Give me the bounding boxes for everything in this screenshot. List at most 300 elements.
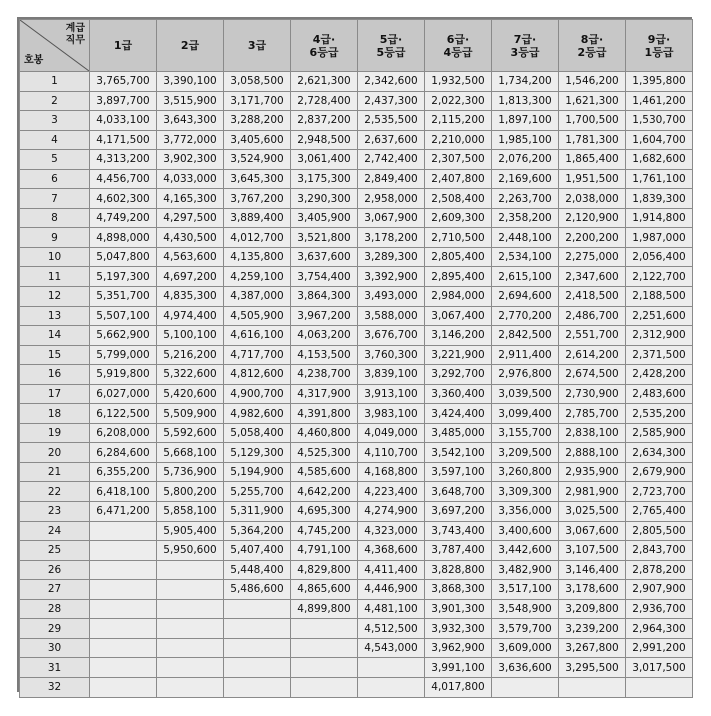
- salary-cell: 5,194,900: [224, 462, 291, 482]
- salary-cell: 5,100,100: [157, 326, 224, 346]
- salary-cell: [358, 658, 425, 678]
- salary-cell: 2,535,500: [358, 111, 425, 131]
- salary-cell: 4,974,400: [157, 306, 224, 326]
- table-row: [20, 306, 693, 326]
- salary-cell: 3,405,900: [291, 208, 358, 228]
- step-number-cell: 23: [20, 502, 90, 522]
- step-number-cell: 1: [20, 72, 90, 92]
- salary-cell: 3,932,300: [425, 619, 492, 639]
- salary-cell: 2,621,300: [291, 72, 358, 92]
- salary-cell: 3,636,600: [492, 658, 559, 678]
- table-row: [20, 658, 693, 678]
- salary-cell: 2,976,800: [492, 365, 559, 385]
- salary-cell: 4,063,200: [291, 326, 358, 346]
- salary-cell: 3,017,500: [626, 658, 693, 678]
- salary-cell: 2,169,600: [492, 169, 559, 189]
- table-row: [20, 502, 693, 522]
- salary-cell: 5,364,200: [224, 521, 291, 541]
- salary-cell: 2,679,900: [626, 462, 693, 482]
- table-row: [20, 326, 693, 346]
- salary-cell: 4,812,600: [224, 365, 291, 385]
- salary-cell: 2,770,200: [492, 306, 559, 326]
- table-row: [20, 423, 693, 443]
- salary-cell: 2,428,200: [626, 365, 693, 385]
- salary-cell: 2,991,200: [626, 638, 693, 658]
- salary-cell: [90, 677, 157, 697]
- salary-cell: 2,200,200: [559, 228, 626, 248]
- step-number-cell: 16: [20, 365, 90, 385]
- salary-cell: 3,743,400: [425, 521, 492, 541]
- salary-cell: 3,542,100: [425, 443, 492, 463]
- salary-cell: 5,668,100: [157, 443, 224, 463]
- salary-cell: [90, 560, 157, 580]
- step-number-cell: 15: [20, 345, 90, 365]
- salary-cell: [358, 677, 425, 697]
- step-number-cell: 12: [20, 287, 90, 307]
- salary-cell: 4,135,800: [224, 247, 291, 267]
- salary-cell: 2,694,600: [492, 287, 559, 307]
- salary-cell: 3,260,800: [492, 462, 559, 482]
- salary-cell: [224, 677, 291, 697]
- salary-cell: 1,839,300: [626, 189, 693, 209]
- corner-duty-label: 직무: [65, 35, 85, 46]
- salary-cell: 2,935,900: [559, 462, 626, 482]
- salary-cell: 2,805,500: [626, 521, 693, 541]
- salary-cell: 3,146,200: [425, 326, 492, 346]
- step-number-cell: 4: [20, 130, 90, 150]
- step-number-cell: 25: [20, 541, 90, 561]
- salary-cell: 4,460,800: [291, 423, 358, 443]
- salary-cell: 3,405,600: [224, 130, 291, 150]
- salary-cell: [90, 658, 157, 678]
- salary-cell: 2,342,600: [358, 72, 425, 92]
- salary-cell: 2,022,300: [425, 91, 492, 111]
- salary-cell: 3,209,800: [559, 599, 626, 619]
- salary-cell: 3,239,200: [559, 619, 626, 639]
- salary-cell: 3,288,200: [224, 111, 291, 131]
- salary-cell: 2,056,400: [626, 247, 693, 267]
- step-number-cell: 2: [20, 91, 90, 111]
- salary-cell: 4,865,600: [291, 580, 358, 600]
- salary-cell: 3,067,600: [559, 521, 626, 541]
- salary-cell: 3,067,900: [358, 208, 425, 228]
- salary-cell: 1,781,300: [559, 130, 626, 150]
- salary-cell: 5,592,600: [157, 423, 224, 443]
- salary-cell: 3,442,600: [492, 541, 559, 561]
- salary-cell: 5,858,100: [157, 502, 224, 522]
- salary-cell: 1,700,500: [559, 111, 626, 131]
- salary-cell: 3,061,400: [291, 150, 358, 170]
- salary-cell: 3,171,700: [224, 91, 291, 111]
- table-row: [20, 267, 693, 287]
- salary-cell: 4,110,700: [358, 443, 425, 463]
- salary-cell: 3,485,000: [425, 423, 492, 443]
- step-number-cell: 19: [20, 423, 90, 443]
- salary-cell: [224, 638, 291, 658]
- salary-cell: 4,585,600: [291, 462, 358, 482]
- salary-cell: 3,597,100: [425, 462, 492, 482]
- salary-cell: 4,168,800: [358, 462, 425, 482]
- salary-cell: 3,146,400: [559, 560, 626, 580]
- step-number-cell: 31: [20, 658, 90, 678]
- salary-cell: 3,107,500: [559, 541, 626, 561]
- salary-cell: 5,448,400: [224, 560, 291, 580]
- salary-cell: 5,216,200: [157, 345, 224, 365]
- salary-cell: 2,551,700: [559, 326, 626, 346]
- salary-cell: 4,900,700: [224, 384, 291, 404]
- salary-cell: 4,695,300: [291, 502, 358, 522]
- salary-cell: 1,932,500: [425, 72, 492, 92]
- salary-cell: 5,197,300: [90, 267, 157, 287]
- salary-cell: [626, 677, 693, 697]
- step-number-cell: 5: [20, 150, 90, 170]
- salary-cell: 5,799,000: [90, 345, 157, 365]
- salary-cell: 2,038,000: [559, 189, 626, 209]
- salary-cell: 3,913,100: [358, 384, 425, 404]
- salary-cell: 5,420,600: [157, 384, 224, 404]
- salary-cell: 6,208,000: [90, 423, 157, 443]
- column-header-line1: 1급: [113, 39, 133, 52]
- salary-cell: 6,122,500: [90, 404, 157, 424]
- salary-cell: 6,027,000: [90, 384, 157, 404]
- salary-cell: 5,919,800: [90, 365, 157, 385]
- column-header-line2: 1등급: [644, 45, 674, 59]
- salary-cell: 2,307,500: [425, 150, 492, 170]
- column-header-line1: 7급·: [513, 32, 537, 46]
- salary-table-frame: [17, 17, 692, 692]
- table-row: [20, 91, 693, 111]
- salary-cell: 3,482,900: [492, 560, 559, 580]
- column-header: [90, 20, 157, 72]
- salary-cell: 2,728,400: [291, 91, 358, 111]
- salary-cell: 2,535,200: [626, 404, 693, 424]
- salary-cell: [291, 658, 358, 678]
- salary-cell: 3,360,400: [425, 384, 492, 404]
- salary-cell: 4,313,200: [90, 150, 157, 170]
- step-number-cell: 7: [20, 189, 90, 209]
- salary-cell: 4,982,600: [224, 404, 291, 424]
- salary-cell: 3,067,400: [425, 306, 492, 326]
- salary-cell: 3,609,000: [492, 638, 559, 658]
- salary-cell: 3,424,400: [425, 404, 492, 424]
- corner-rank-label: 계급: [65, 23, 85, 34]
- table-row: [20, 619, 693, 639]
- step-number-cell: 9: [20, 228, 90, 248]
- column-header-line1: 4급·: [312, 32, 336, 46]
- salary-cell: 2,805,400: [425, 247, 492, 267]
- salary-cell: 2,486,700: [559, 306, 626, 326]
- salary-cell: 3,309,300: [492, 482, 559, 502]
- salary-cell: 2,981,900: [559, 482, 626, 502]
- salary-cell: 4,259,100: [224, 267, 291, 287]
- salary-cell: 5,047,800: [90, 247, 157, 267]
- salary-cell: 2,508,400: [425, 189, 492, 209]
- salary-cell: 3,356,000: [492, 502, 559, 522]
- salary-cell: [157, 638, 224, 658]
- salary-cell: 4,297,500: [157, 208, 224, 228]
- table-row: [20, 247, 693, 267]
- salary-cell: 4,391,800: [291, 404, 358, 424]
- salary-cell: 4,165,300: [157, 189, 224, 209]
- salary-cell: 2,936,700: [626, 599, 693, 619]
- salary-cell: 3,292,700: [425, 365, 492, 385]
- salary-cell: 3,517,100: [492, 580, 559, 600]
- salary-cell: 2,710,500: [425, 228, 492, 248]
- salary-cell: 3,767,200: [224, 189, 291, 209]
- salary-cell: 3,521,800: [291, 228, 358, 248]
- salary-cell: 6,418,100: [90, 482, 157, 502]
- salary-cell: 3,648,700: [425, 482, 492, 502]
- salary-cell: 2,210,000: [425, 130, 492, 150]
- salary-cell: 4,505,900: [224, 306, 291, 326]
- salary-cell: 2,448,100: [492, 228, 559, 248]
- salary-cell: 1,865,400: [559, 150, 626, 170]
- salary-cell: 3,400,600: [492, 521, 559, 541]
- salary-cell: 3,579,700: [492, 619, 559, 639]
- table-row: [20, 580, 693, 600]
- step-number-cell: 3: [20, 111, 90, 131]
- salary-cell: [157, 677, 224, 697]
- salary-cell: 2,585,900: [626, 423, 693, 443]
- step-number-cell: 13: [20, 306, 90, 326]
- column-header: [224, 20, 291, 72]
- salary-cell: 5,407,400: [224, 541, 291, 561]
- salary-cell: 3,548,900: [492, 599, 559, 619]
- salary-cell: 2,849,400: [358, 169, 425, 189]
- salary-cell: 3,897,700: [90, 91, 157, 111]
- salary-cell: 2,614,200: [559, 345, 626, 365]
- table-row: [20, 541, 693, 561]
- table-row: [20, 521, 693, 541]
- salary-cell: 3,962,900: [425, 638, 492, 658]
- salary-cell: 4,456,700: [90, 169, 157, 189]
- step-number-cell: 11: [20, 267, 90, 287]
- column-header-line1: 3급: [247, 39, 267, 52]
- salary-cell: 3,754,400: [291, 267, 358, 287]
- column-header: [626, 20, 693, 72]
- salary-cell: [90, 541, 157, 561]
- salary-cell: [157, 560, 224, 580]
- salary-cell: 4,697,200: [157, 267, 224, 287]
- salary-cell: 2,837,200: [291, 111, 358, 131]
- salary-cell: 2,742,400: [358, 150, 425, 170]
- salary-cell: 3,765,700: [90, 72, 157, 92]
- table-row: [20, 169, 693, 189]
- salary-cell: 4,602,300: [90, 189, 157, 209]
- column-header-line2: 5등급: [376, 45, 406, 59]
- salary-cell: 4,745,200: [291, 521, 358, 541]
- salary-cell: 2,888,100: [559, 443, 626, 463]
- salary-cell: [90, 619, 157, 639]
- salary-cell: [157, 658, 224, 678]
- salary-cell: 2,437,300: [358, 91, 425, 111]
- table-row: [20, 677, 693, 697]
- salary-cell: [224, 619, 291, 639]
- step-number-cell: 30: [20, 638, 90, 658]
- salary-cell: 1,530,700: [626, 111, 693, 131]
- salary-cell: 2,895,400: [425, 267, 492, 287]
- column-header: [492, 20, 559, 72]
- column-header: [157, 20, 224, 72]
- salary-cell: 3,390,100: [157, 72, 224, 92]
- salary-cell: 4,171,500: [90, 130, 157, 150]
- salary-cell: 1,987,000: [626, 228, 693, 248]
- table-header: [20, 20, 693, 72]
- salary-cell: 2,948,500: [291, 130, 358, 150]
- salary-cell: 3,839,100: [358, 365, 425, 385]
- table-row: [20, 638, 693, 658]
- salary-cell: 2,122,700: [626, 267, 693, 287]
- corner-cell: [20, 20, 90, 72]
- salary-cell: 1,604,700: [626, 130, 693, 150]
- salary-cell: 2,634,300: [626, 443, 693, 463]
- salary-cell: 6,355,200: [90, 462, 157, 482]
- salary-cell: [90, 599, 157, 619]
- table-row: [20, 287, 693, 307]
- salary-cell: [291, 619, 358, 639]
- salary-cell: 4,481,100: [358, 599, 425, 619]
- salary-cell: 4,223,400: [358, 482, 425, 502]
- salary-cell: 3,099,400: [492, 404, 559, 424]
- salary-cell: 2,723,700: [626, 482, 693, 502]
- salary-cell: [291, 638, 358, 658]
- salary-cell: 2,251,600: [626, 306, 693, 326]
- salary-cell: 5,736,900: [157, 462, 224, 482]
- salary-cell: 3,645,300: [224, 169, 291, 189]
- salary-cell: 3,209,500: [492, 443, 559, 463]
- salary-cell: 3,643,300: [157, 111, 224, 131]
- column-header-line1: 6급·: [446, 32, 470, 46]
- column-header-line1: 5급·: [379, 32, 403, 46]
- salary-cell: 4,274,900: [358, 502, 425, 522]
- table-row: [20, 111, 693, 131]
- salary-cell: 4,323,000: [358, 521, 425, 541]
- salary-cell: 1,951,500: [559, 169, 626, 189]
- table-row: [20, 599, 693, 619]
- salary-cell: [559, 677, 626, 697]
- salary-cell: 4,829,800: [291, 560, 358, 580]
- salary-cell: 4,368,600: [358, 541, 425, 561]
- salary-cell: 4,616,100: [224, 326, 291, 346]
- salary-cell: 3,902,300: [157, 150, 224, 170]
- column-header-line2: 3등급: [510, 45, 540, 59]
- step-number-cell: 28: [20, 599, 90, 619]
- step-number-cell: 8: [20, 208, 90, 228]
- salary-cell: 3,267,800: [559, 638, 626, 658]
- salary-cell: 3,178,200: [358, 228, 425, 248]
- table-row: [20, 365, 693, 385]
- step-number-cell: 21: [20, 462, 90, 482]
- salary-cell: 5,322,600: [157, 365, 224, 385]
- table-row: [20, 443, 693, 463]
- salary-cell: 2,483,600: [626, 384, 693, 404]
- salary-cell: 3,289,300: [358, 247, 425, 267]
- salary-cell: 4,525,300: [291, 443, 358, 463]
- salary-cell: 1,395,800: [626, 72, 693, 92]
- salary-cell: 4,012,700: [224, 228, 291, 248]
- salary-cell: 5,950,600: [157, 541, 224, 561]
- salary-cell: 2,534,100: [492, 247, 559, 267]
- salary-cell: 1,761,100: [626, 169, 693, 189]
- column-header: [358, 20, 425, 72]
- table-row: [20, 345, 693, 365]
- salary-cell: 2,984,000: [425, 287, 492, 307]
- salary-cell: 3,039,500: [492, 384, 559, 404]
- salary-cell: [157, 599, 224, 619]
- table-row: [20, 150, 693, 170]
- salary-cell: 4,835,300: [157, 287, 224, 307]
- salary-cell: 2,609,300: [425, 208, 492, 228]
- step-number-cell: 20: [20, 443, 90, 463]
- step-number-cell: 14: [20, 326, 90, 346]
- corner-step-label: 호봉: [24, 55, 44, 66]
- salary-cell: 2,263,700: [492, 189, 559, 209]
- step-number-cell: 6: [20, 169, 90, 189]
- salary-cell: 3,025,500: [559, 502, 626, 522]
- salary-cell: 4,717,700: [224, 345, 291, 365]
- salary-cell: 2,843,700: [626, 541, 693, 561]
- salary-cell: 3,178,600: [559, 580, 626, 600]
- column-header: [291, 20, 358, 72]
- salary-cell: 4,791,100: [291, 541, 358, 561]
- step-number-cell: 17: [20, 384, 90, 404]
- salary-cell: 2,358,200: [492, 208, 559, 228]
- salary-cell: 4,017,800: [425, 677, 492, 697]
- salary-cell: 2,958,000: [358, 189, 425, 209]
- salary-cell: 2,312,900: [626, 326, 693, 346]
- salary-cell: 3,175,300: [291, 169, 358, 189]
- salary-cell: 4,238,700: [291, 365, 358, 385]
- table-row: [20, 404, 693, 424]
- salary-cell: 5,662,900: [90, 326, 157, 346]
- salary-cell: 2,076,200: [492, 150, 559, 170]
- salary-cell: 5,255,700: [224, 482, 291, 502]
- salary-cell: 1,621,300: [559, 91, 626, 111]
- salary-cell: 3,983,100: [358, 404, 425, 424]
- salary-cell: 5,351,700: [90, 287, 157, 307]
- salary-cell: 3,772,000: [157, 130, 224, 150]
- step-number-cell: 22: [20, 482, 90, 502]
- table-body: [20, 72, 693, 698]
- salary-cell: 3,290,300: [291, 189, 358, 209]
- salary-cell: [492, 677, 559, 697]
- table-row: [20, 482, 693, 502]
- salary-cell: 1,682,600: [626, 150, 693, 170]
- salary-cell: 2,730,900: [559, 384, 626, 404]
- salary-cell: 3,697,200: [425, 502, 492, 522]
- table-row: [20, 560, 693, 580]
- salary-cell: 3,864,300: [291, 287, 358, 307]
- column-header: [559, 20, 626, 72]
- step-number-cell: 27: [20, 580, 90, 600]
- salary-cell: 5,486,600: [224, 580, 291, 600]
- table-row: [20, 208, 693, 228]
- step-number-cell: 10: [20, 247, 90, 267]
- salary-cell: 3,828,800: [425, 560, 492, 580]
- column-header: [425, 20, 492, 72]
- salary-cell: 4,642,200: [291, 482, 358, 502]
- salary-cell: 4,153,500: [291, 345, 358, 365]
- salary-cell: 3,515,900: [157, 91, 224, 111]
- table-row: [20, 72, 693, 92]
- salary-cell: 4,446,900: [358, 580, 425, 600]
- salary-cell: 2,785,700: [559, 404, 626, 424]
- salary-cell: 2,347,600: [559, 267, 626, 287]
- salary-cell: 1,546,200: [559, 72, 626, 92]
- salary-cell: 1,914,800: [626, 208, 693, 228]
- salary-cell: 2,407,800: [425, 169, 492, 189]
- salary-cell: [90, 580, 157, 600]
